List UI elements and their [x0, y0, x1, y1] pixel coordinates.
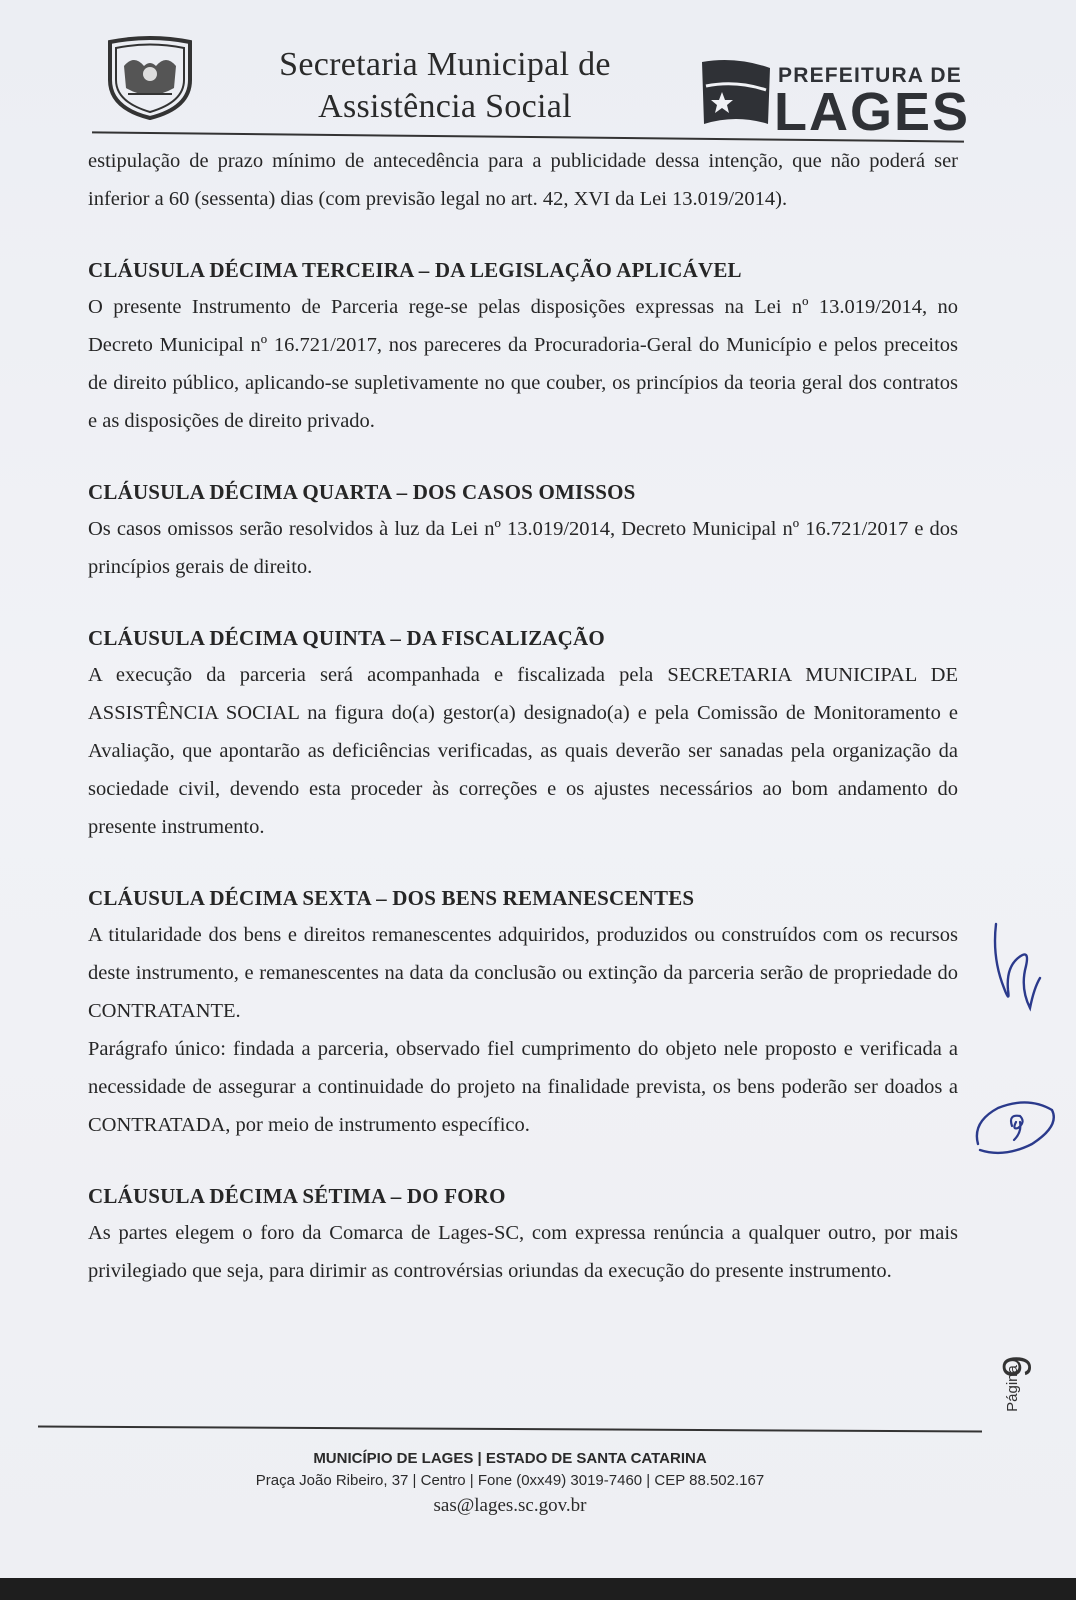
clause-paragraph: Os casos omissos serão resolvidos à luz da Lei nº 13.019/2014, Decreto Municipal nº 16.721/2017 e dos princípios gerais de direito. — [88, 518, 958, 578]
document-body — [88, 142, 958, 1290]
clause-16 — [88, 880, 958, 1144]
santa-catarina-flag-icon — [700, 58, 772, 132]
intro-paragraph: estipulação de prazo mínimo de antecedência para a publicidade dessa intenção, que não poderá ser inferior a 60 (sessenta) dias (com previsão legal no art. 42, XVI da Lei 13.019/2014). — [88, 150, 958, 210]
handwritten-initials-icon — [968, 1092, 1060, 1164]
municipal-coat-of-arms-icon — [104, 36, 196, 120]
prefeitura-logo — [700, 58, 980, 142]
clause-paragraph: O presente Instrumento de Parceria rege-se pelas disposições expressas na Lei nº 13.019/2014, no Decreto Municipal nº 16.721/2017, nos pareceres da Procuradoria-Geral do Município e pelos preceitos de direito público, aplicando-se supletivamente no que couber, os princípios da teoria geral dos contratos e as disposições de direito privado. — [88, 296, 958, 432]
logo-city: LAGES — [774, 82, 971, 142]
clause-paragraph: Parágrafo único: findada a parceria, observado fiel cumprimento do objeto nele proposto e verificada a necessidade de assegurar a continuidade do projeto na finalidade prevista, os bens poderão ser doados a CONTRATADA, por meio de instrumento específico. — [88, 1038, 958, 1136]
logo-prefix: PREFEITURA DE — [778, 64, 962, 87]
clause-17 — [88, 1178, 958, 1290]
clause-title: CLÁUSULA DÉCIMA SÉTIMA – DO FORO — [88, 1184, 506, 1208]
clause-13 — [88, 252, 958, 440]
footer-email: sas@lages.sc.gov.br — [433, 1495, 587, 1516]
clause-title: CLÁUSULA DÉCIMA QUARTA – DOS CASOS OMISSOS — [88, 480, 636, 504]
secretaria-line-1: Secretaria Municipal de — [279, 46, 611, 83]
clause-title: CLÁUSULA DÉCIMA SEXTA – DOS BENS REMANESCENTES — [88, 886, 695, 910]
clause-14 — [88, 474, 958, 586]
secretaria-title — [250, 44, 640, 128]
footer — [200, 1448, 820, 1520]
clause-paragraph: As partes elegem o foro da Comarca de Lages-SC, com expressa renúncia a qualquer outro, por mais privilegiado que seja, para dirimir as controvérsias oriundas da execução do presente instrumento. — [88, 1222, 958, 1282]
handwritten-signature-icon — [990, 918, 1042, 1014]
clause-paragraph: A execução da parceria será acompanhada e fiscalizada pela SECRETARIA MUNICIPAL DE ASSISTÊNCIA SOCIAL na figura do(a) gestor(a) designado(a) e pela Comissão de Monitoramento e Avaliação, que apontarão as deficiências verificadas, as quais deverão ser sanadas pela organização da sociedade civil, devendo esta proceder às correções e os ajustes necessários ao bom andamento do presente instrumento. — [88, 664, 958, 838]
clause-15 — [88, 620, 958, 846]
page-number — [995, 1344, 1063, 1434]
clause-title: CLÁUSULA DÉCIMA QUINTA – DA FISCALIZAÇÃO — [88, 626, 605, 650]
footer-rule — [38, 1426, 982, 1433]
clause-paragraph: A titularidade dos bens e direitos remanescentes adquiridos, produzidos ou construídos com os recursos deste instrumento, e remanescentes na data da conclusão ou extinção da parceria serão de propriedade do CONTRATANTE. — [88, 924, 958, 1022]
page-number-label: Página — [1003, 1365, 1021, 1412]
secretaria-line-2: Assistência Social — [318, 88, 572, 125]
clause-title: CLÁUSULA DÉCIMA TERCEIRA – DA LEGISLAÇÃO APLICÁVEL — [88, 258, 742, 282]
background-strip — [0, 1578, 1076, 1600]
footer-address: Praça João Ribeiro, 37 | Centro | Fone (0xx49) 3019-7460 | CEP 88.502.167 — [255, 1472, 765, 1489]
page-number-value: 9 — [995, 1355, 1040, 1378]
footer-line-1: MUNICÍPIO DE LAGES | ESTADO DE SANTA CATARINA — [313, 1450, 707, 1467]
